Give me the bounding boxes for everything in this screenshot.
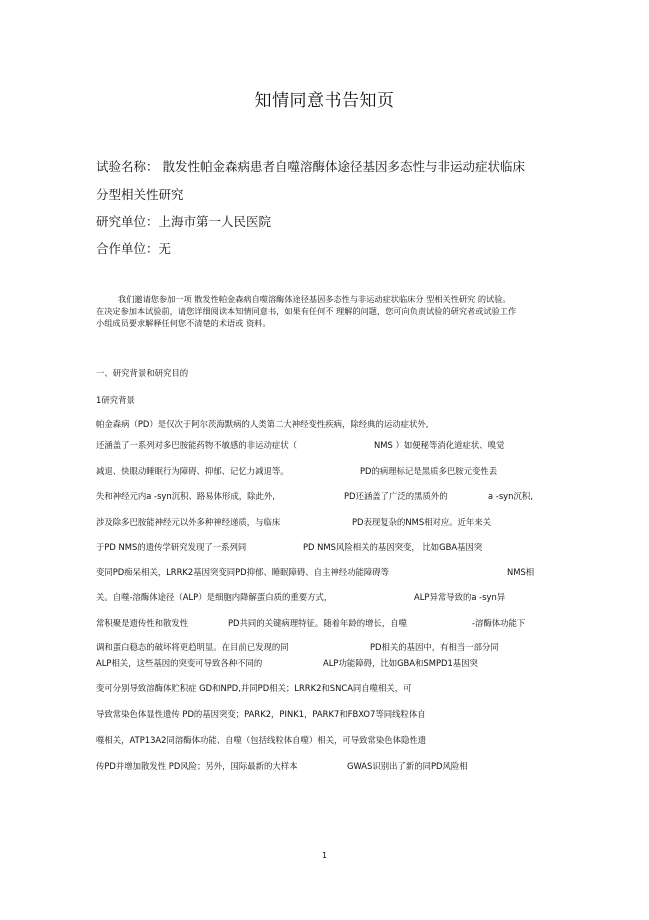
body-line (96, 617, 526, 629)
cooperating-unit: 合作单位：无 (96, 241, 172, 256)
body-line (96, 708, 426, 720)
page-title: 知情同意书告知页 (254, 91, 395, 111)
text-segment: PD共同的关键病理特征。随着年龄的增长，自噬 (228, 618, 407, 628)
text-segment: 传PD并增加散发性 PD风险；另外，国际最新的大样本 (96, 761, 298, 771)
text-segment: PD NMS风险相关的基因突变， 比如GBA基因突 (303, 542, 483, 552)
body-line (96, 566, 535, 578)
text-segment: PD表现复杂的NMS相对应。近年来关 (352, 517, 492, 527)
body-line (96, 541, 483, 553)
text-segment: 帕金森病（PD）是仅次于阿尔茨海默病的人类第二大神经变性疾病，除经典的运动症状外, (96, 419, 429, 429)
text-segment: 变同PD痴呆相关，LRRK2基因突变同PD抑郁、睡眠障碍、自主神经功能障碍等 (96, 567, 389, 577)
section-heading: 一、研究背景和研究目的 (96, 368, 189, 378)
trial-name-continued: 分型相关性研究 (96, 187, 184, 202)
text-segment: GWAS识别出了新的同PD风险相 (347, 761, 468, 771)
intro-line: 在决定参加本试验前，请您详细阅读本知情同意书，如果有任何不 理解的问题，您可向负责试验的研究者或试验工作 (96, 306, 517, 316)
text-segment: ALP功能障碍，比如GBA和SMPD1基因突 (323, 658, 478, 668)
body-line (96, 418, 428, 430)
text-segment: a -syn沉积, (488, 491, 533, 501)
text-segment: 于PD NMS的遗传学研究发现了一系列同 (96, 542, 247, 552)
body-line (96, 657, 478, 669)
text-segment: ALP异常导致的a -syn异 (414, 592, 506, 602)
research-unit: 研究单位：上海市第一人民医院 (96, 214, 272, 229)
intro-paragraph (96, 293, 556, 329)
trial-name: 试验名称： 散发性帕金森病患者自噬溶酶体途径基因多态性与非运动症状临床 (96, 159, 525, 174)
body-line (96, 641, 499, 653)
intro-line: 小组成员要求解释任何您不清楚的术语或 资料。 (96, 318, 271, 328)
text-segment: 涉及除多巴胺能神经元以外多种神经递质，与临床 (96, 517, 281, 527)
text-segment: 变可分别导致溶酶体贮积症 GD和NPD,并同PD相关；LRRK2和SNCA同自噬相关，可 (96, 683, 412, 693)
body-line (96, 591, 506, 603)
text-segment: 噬相关，ATP13A2同溶酶体功能、自噬（包括线粒体自噬）相关，可导致常染色体隐性遗 (96, 735, 427, 745)
text-segment: 调和蛋白稳态的破坏将更趋明显。在目前已发现的同 (96, 642, 289, 652)
body-line (96, 439, 505, 451)
body-line (96, 760, 468, 772)
text-segment: 减退、快眼动睡眠行为障碍、抑郁、记忆力减退等。 (96, 466, 289, 476)
text-segment: 导致常染色体显性遗传 PD的基因突变；PARK2，PINK1，PARK7和FBXO7等同线粒体自 (96, 709, 426, 719)
body-line (96, 682, 412, 694)
text-segment: PD相关的基因中，有相当一部分同 (370, 642, 499, 652)
body-line (96, 734, 426, 746)
text-segment: PD的病理标记是黑质多巴胺元变性丢 (360, 466, 498, 476)
text-segment: 失和神经元内a -syn沉积、路易体形成，除此外, (96, 491, 275, 501)
text-segment: 常积聚是遗传性和散发性 (96, 618, 189, 628)
text-segment: -溶酶体功能下 (472, 618, 526, 628)
text-segment: PD还涵盖了广泛的黑质外的 (344, 491, 448, 501)
text-segment: NMS ）如便秘等消化道症状、嗅觉 (374, 440, 505, 450)
body-line (96, 490, 533, 502)
text-segment: 还涵盖了一系列对多巴胺能药物不敏感的非运动症状（ (96, 440, 297, 450)
body-line (96, 516, 492, 528)
text-segment: 关。自噬-溶酶体途径（ALP）是细胞内降解蛋白质的重要方式， (96, 592, 333, 602)
subsection-heading: 1研究背景 (96, 395, 135, 405)
text-segment: NMS相 (507, 567, 535, 577)
text-segment: ALP相关，这些基因的突变可导致各种不同的 (96, 658, 263, 668)
page-number: 1 (321, 851, 328, 860)
body-line (96, 465, 498, 477)
intro-line: 我们邀请您参加一项 散发性帕金森病自噬溶酶体途径基因多态性与非运动症状临床分 型相关性研究 的试验。 (118, 294, 511, 304)
